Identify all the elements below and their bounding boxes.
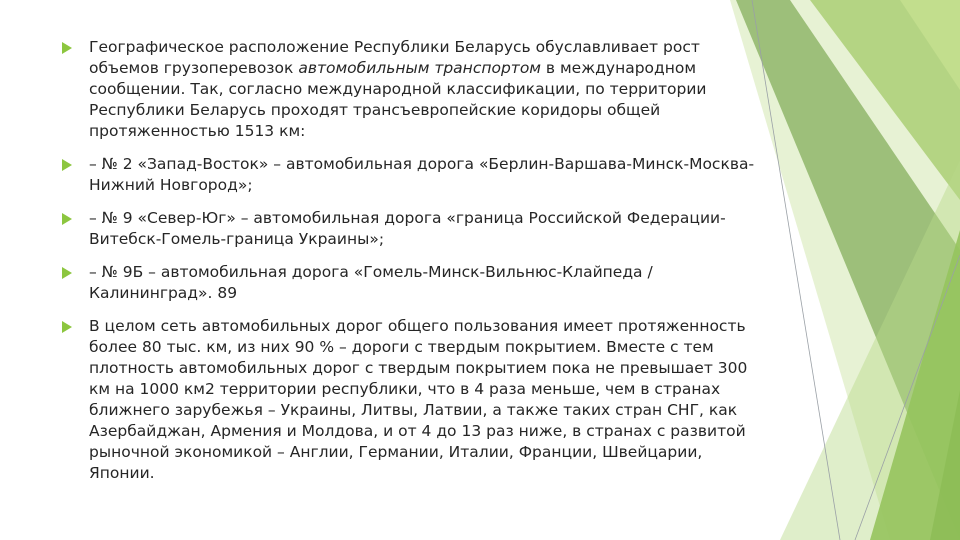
bullet-text: Географическое расположение Республики Беларусь обуславливает рост объемов грузоперевозок xyxy=(89,38,700,77)
bullet-arrow-icon xyxy=(62,321,72,333)
bullet-arrow-icon xyxy=(62,42,72,54)
bullet-arrow-icon xyxy=(62,159,72,171)
bullet-item xyxy=(60,316,760,484)
bullet-text: – № 9 «Север-Юг» – автомобильная дорога «граница Российской Федерации-Витебск-Гомель-граница Украины»; xyxy=(89,209,726,248)
bullet-text: В целом сеть автомобильных дорог общего пользования имеет протяженность более 80 тыс. км, из них 90 % – дороги с твердым покрытием. Вместе с тем плотность автомобильных дорог с твердым покрытием пока не превышает 300 км на 1000 км2 территории республики, что в 4 раза меньше, чем в странах ближнего зарубежья – Украины, Литвы, Латвии, а также таких стран СНГ, как Азербайджан, Армения и Молдова, и от 4 до 13 раз ниже, в странах с развитой рыночной экономикой – Англии, Германии, Италии, Франции, Швейцарии, Японии. xyxy=(89,317,748,482)
bullet-arrow-icon xyxy=(62,267,72,279)
bullet-list xyxy=(60,37,760,496)
bullet-item xyxy=(60,154,760,196)
bullet-text-emphasis: автомобильным транспортом xyxy=(298,59,541,77)
bullet-item xyxy=(60,262,760,304)
bullet-text: – № 9Б – автомобильная дорога «Гомель-Минск-Вильнюс-Клайпеда / Калининград». 89 xyxy=(89,263,653,302)
bullet-text: в международном сообщении. Так, согласно международной классификации, по территории Республики Беларусь проходят трансъевропейские коридоры общей протяженностью 1513 км: xyxy=(89,59,707,140)
bullet-arrow-icon xyxy=(62,213,72,225)
bullet-item xyxy=(60,208,760,250)
bullet-text: – № 2 «Запад-Восток» – автомобильная дорога «Берлин-Варшава-Минск-Москва-Нижний Новгород»; xyxy=(89,155,755,194)
bullet-item xyxy=(60,37,760,142)
